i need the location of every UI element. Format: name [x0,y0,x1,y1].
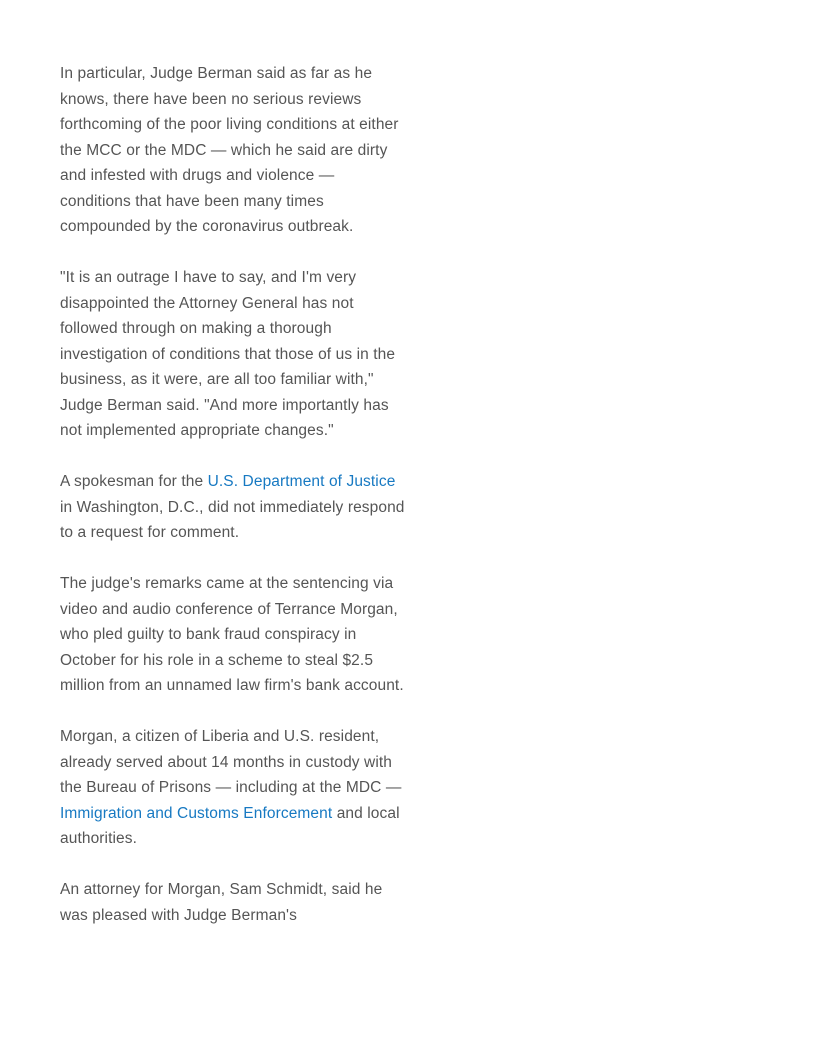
paragraph-text: The judge's remarks came at the sentencing via video and audio conference of Terrance Morgan, who pled guilty to bank fraud conspiracy in October for his role in a scheme to steal $2.5 million from an unnamed law firm's bank account. [60,575,404,694]
paragraph-text: and local authorities. [60,804,400,847]
paragraph [60,724,407,852]
paragraph-text: Morgan, a citizen of Liberia and U.S. resident, already served about 14 months in custody with the Bureau of Prisons — including at the MDC — [60,728,402,796]
paragraph [60,265,407,444]
link-us-department-of-justice[interactable]: U.S. Department of Justice [207,473,396,490]
paragraph-text: A spokesman for the [60,473,208,490]
paragraph-text: In particular, Judge Berman said as far as he knows, there have been no serious reviews forthcoming of the poor living conditions at either the MCC or the MDC — which he said are dirty and infested with drugs and violence — conditions that have been many times compounded by the coronavirus outbreak. [60,65,399,235]
paragraph [60,571,407,699]
paragraph [60,469,407,546]
paragraph-text: An attorney for Morgan, Sam Schmidt, said he was pleased with Judge Berman's [60,881,383,924]
article-body [60,61,407,954]
paragraph [60,877,407,928]
paragraph-text: "It is an outrage I have to say, and I'm very disappointed the Attorney General has not followed through on making a thorough investigation of conditions that those of us in the business, as it were, are all too familiar with," Judge Berman said. "And more importantly has not implemented appropriate changes." [60,269,396,439]
paragraph [60,61,407,240]
link-immigration-and-customs-enforcement[interactable]: Immigration and Customs Enforcement [60,804,333,822]
paragraph-text: in Washington, D.C., did not immediately respond to a request for comment. [60,498,405,541]
